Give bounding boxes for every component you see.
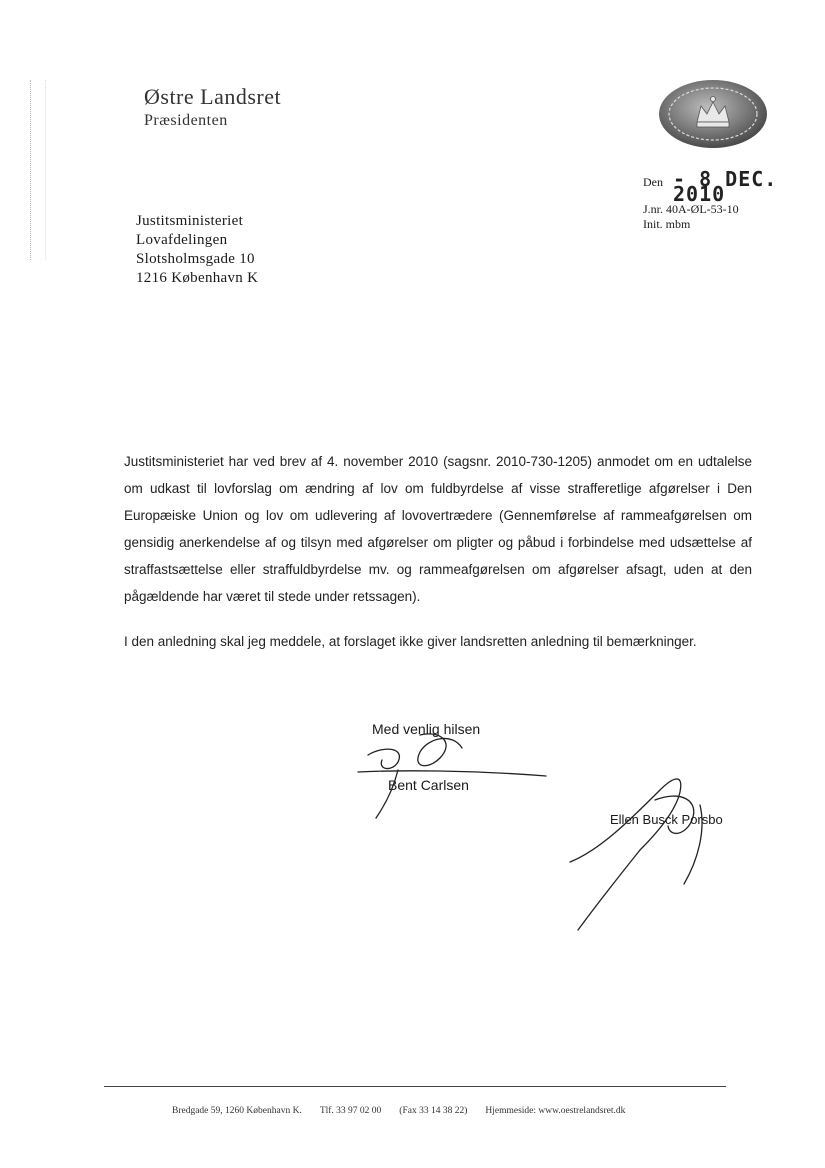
scan-edge-artifact	[30, 80, 46, 260]
closing-greeting: Med venlig hilsen	[372, 721, 481, 737]
reference-block	[643, 167, 825, 232]
footer-phone: Tlf. 33 97 02 00	[319, 1106, 382, 1116]
signer-name: Ellen Busck Porsbo	[610, 812, 723, 827]
recipient-line: Lovafdelingen	[136, 232, 228, 248]
date-stamp: - 8 DEC. 2010	[673, 167, 778, 206]
body-paragraph: I den anledning skal jeg meddele, at forslaget ikke giver landsretten anledning til bemærkninger.	[124, 634, 697, 649]
sender-name: Østre Landsret	[144, 84, 282, 109]
footer-fax: (Fax 33 14 38 22)	[399, 1106, 468, 1116]
recipient-line: Slotsholmsgade 10	[136, 251, 255, 267]
footer-address: Bredgade 59, 1260 København K.	[172, 1106, 302, 1116]
footer	[172, 1106, 625, 1116]
date-label: Den	[643, 175, 663, 189]
recipient-line: Justitsministeriet	[136, 213, 244, 229]
court-seal-icon	[657, 78, 769, 155]
body-paragraph: Justitsministeriet har ved brev af 4. november 2010 (sagsnr. 2010-730-1205) anmodet om en udtalelse om udkast til lovforslag om ændring af lov om fuldbyrdelse af visse strafferetlige afgørelser i Den Europæiske Union og lov om udlevering af lovovertrædere (Gennemførelse af rammeafgørelsen om gensidig anerkendelse af og tilsyn med afgørelser om pligter og påbud i forbindelse med udsættelse af straffastsættelse eller straffuldbyrdelse mv. og rammeafgørelsen om afgørelser afsagt, uden at den pågældende har været til stede under retssagen).	[124, 454, 752, 604]
sender-title: Præsidenten	[144, 112, 228, 129]
recipient-line: 1216 København K	[136, 270, 259, 286]
initials: Init. mbm	[643, 217, 691, 231]
footer-divider	[104, 1086, 726, 1087]
signer-name: Bent Carlsen	[388, 777, 469, 793]
journal-number: J.nr. 40A-ØL-53-10	[643, 202, 739, 216]
letter-body	[124, 448, 752, 673]
sender-block	[144, 84, 281, 130]
recipient-address	[136, 212, 258, 288]
footer-website: Hjemmeside: www.oestrelandsret.dk	[485, 1106, 626, 1116]
